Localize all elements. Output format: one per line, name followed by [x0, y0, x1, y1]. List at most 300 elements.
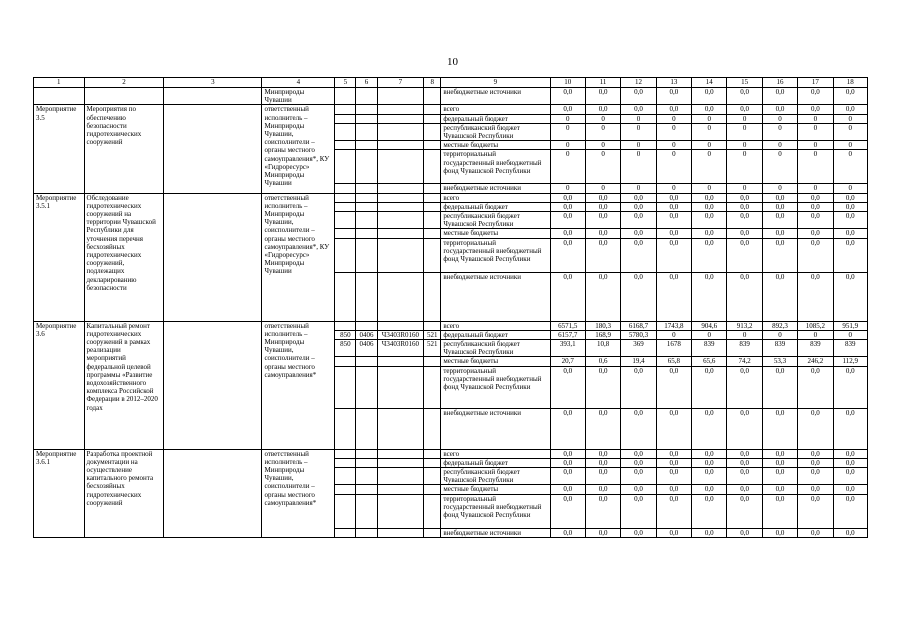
budget-code-cell — [377, 494, 424, 528]
amount-cell: 0,0 — [833, 212, 868, 229]
funding-source-cell: республиканский бюджет Чувашской Республики — [441, 212, 550, 229]
amount-cell: 0,0 — [550, 528, 585, 537]
budget-code-cell — [335, 449, 356, 458]
table-row — [34, 321, 868, 330]
empty-cell — [164, 321, 262, 449]
budget-code-cell — [335, 123, 356, 140]
empty-cell — [164, 449, 262, 537]
executor-cell: ответственный исполнитель – Минприроды Чувашии, соисполнители – органы местного самоуправления*, КУ «Гидроресурс» Минприроды Чувашии — [262, 105, 335, 193]
amount-cell: 0 — [550, 114, 585, 123]
amount-cell: 6168,7 — [621, 321, 656, 330]
amount-cell: 0,0 — [656, 212, 691, 229]
amount-cell: 0,0 — [833, 88, 868, 105]
budget-code-cell — [377, 408, 424, 449]
budget-code-cell — [335, 357, 356, 366]
funding-source-cell: местные бюджеты — [441, 485, 550, 494]
budget-code-cell: Ч3403R0160 — [377, 340, 424, 357]
amount-cell: 0,0 — [621, 449, 656, 458]
budget-code-cell — [377, 202, 424, 211]
amount-cell: 0,0 — [833, 408, 868, 449]
amount-cell: 0,0 — [585, 229, 620, 238]
measure-name-cell: Обследование гидротехнических сооружений на территории Чувашской Республики для уточнения перечня бесхозяйных гидротехнических сооружений, подлежащих декларированию безопасности — [84, 193, 164, 321]
amount-cell: 0,0 — [585, 202, 620, 211]
budget-code-cell — [335, 528, 356, 537]
amount-cell: 0 — [727, 114, 762, 123]
budget-code-cell — [377, 528, 424, 537]
amount-cell: 0 — [621, 114, 656, 123]
column-number-header: 3 — [164, 78, 262, 88]
amount-cell: 0 — [550, 123, 585, 140]
budget-code-cell — [377, 184, 424, 193]
amount-cell: 369 — [621, 340, 656, 357]
funding-source-cell: внебюджетные источники — [441, 88, 550, 105]
budget-code-cell — [335, 229, 356, 238]
funding-source-cell: внебюджетные источники — [441, 408, 550, 449]
amount-cell: 0,0 — [762, 193, 797, 202]
amount-cell: 0,0 — [833, 193, 868, 202]
column-number-header: 12 — [621, 78, 656, 88]
amount-cell: 0 — [621, 123, 656, 140]
budget-code-cell — [356, 458, 377, 467]
funding-source-cell: республиканский бюджет Чувашской Республики — [441, 340, 550, 357]
amount-cell: 0 — [656, 114, 691, 123]
amount-cell: 839 — [692, 340, 727, 357]
amount-cell: 0,0 — [833, 449, 868, 458]
amount-cell: 0,0 — [833, 528, 868, 537]
budget-code-cell — [377, 212, 424, 229]
budget-code-cell — [377, 114, 424, 123]
amount-cell: 0,0 — [727, 202, 762, 211]
budget-code-cell — [424, 105, 441, 114]
amount-cell: 0,0 — [762, 88, 797, 105]
budget-code-cell — [377, 123, 424, 140]
budget-code-cell — [377, 449, 424, 458]
amount-cell: 0,0 — [621, 193, 656, 202]
measure-id-cell: Мероприятие 3.5.1 — [34, 193, 85, 321]
budget-code-cell — [356, 105, 377, 114]
budget-code-cell — [335, 193, 356, 202]
funding-source-cell: местные бюджеты — [441, 229, 550, 238]
amount-cell: 0,0 — [656, 202, 691, 211]
amount-cell: 0 — [692, 114, 727, 123]
amount-cell: 65,8 — [656, 357, 691, 366]
budget-code-cell — [424, 184, 441, 193]
amount-cell: 0 — [798, 184, 833, 193]
amount-cell: 0,0 — [585, 485, 620, 494]
amount-cell: 0 — [727, 150, 762, 184]
amount-cell: 0 — [585, 150, 620, 184]
amount-cell: 0,0 — [550, 193, 585, 202]
amount-cell: 6571,5 — [550, 321, 585, 330]
amount-cell: 0 — [585, 184, 620, 193]
budget-code-cell — [335, 408, 356, 449]
amount-cell: 0,0 — [798, 238, 833, 272]
budget-code-cell — [424, 123, 441, 140]
amount-cell: 10,8 — [585, 340, 620, 357]
amount-cell: 0,0 — [621, 366, 656, 408]
amount-cell: 0,0 — [762, 105, 797, 114]
budget-code-cell — [424, 212, 441, 229]
budget-code-cell — [356, 528, 377, 537]
amount-cell: 0,0 — [585, 272, 620, 321]
amount-cell: 0,0 — [585, 458, 620, 467]
table-row — [34, 193, 868, 202]
budget-code-cell: 0406 — [356, 330, 377, 339]
amount-cell: 0,0 — [656, 494, 691, 528]
empty-cell — [164, 193, 262, 321]
amount-cell: 0,6 — [585, 357, 620, 366]
measure-name-cell: Мероприятия по обеспечению безопасности гидротехнических сооружений — [84, 105, 164, 193]
budget-code-cell — [335, 366, 356, 408]
budget-code-cell — [424, 449, 441, 458]
budget-code-cell — [356, 238, 377, 272]
empty-cell — [34, 88, 85, 105]
amount-cell: 0,0 — [656, 105, 691, 114]
amount-cell: 839 — [833, 340, 868, 357]
amount-cell: 0,0 — [692, 193, 727, 202]
amount-cell: 180,3 — [585, 321, 620, 330]
amount-cell: 0,0 — [656, 408, 691, 449]
amount-cell: 0,0 — [798, 229, 833, 238]
amount-cell: 0,0 — [656, 88, 691, 105]
amount-cell: 74,2 — [727, 357, 762, 366]
amount-cell: 0,0 — [727, 494, 762, 528]
amount-cell: 0,0 — [550, 408, 585, 449]
amount-cell: 0,0 — [833, 485, 868, 494]
amount-cell: 6157,7 — [550, 330, 585, 339]
amount-cell: 0,0 — [727, 229, 762, 238]
budget-code-cell — [356, 229, 377, 238]
budget-code-cell — [356, 357, 377, 366]
amount-cell: 0 — [550, 141, 585, 150]
amount-cell: 20,7 — [550, 357, 585, 366]
amount-cell: 0,0 — [621, 202, 656, 211]
amount-cell: 0,0 — [692, 458, 727, 467]
funding-source-cell: территориальный государственный внебюджетный фонд Чувашской Республики — [441, 494, 550, 528]
amount-cell: 0,0 — [692, 494, 727, 528]
budget-code-cell: 0406 — [356, 340, 377, 357]
funding-source-cell: всего — [441, 321, 550, 330]
budget-code-cell — [377, 141, 424, 150]
amount-cell: 0,0 — [798, 408, 833, 449]
amount-cell: 0 — [833, 150, 868, 184]
budget-code-cell — [424, 141, 441, 150]
amount-cell: 0 — [656, 123, 691, 140]
amount-cell: 0,0 — [585, 212, 620, 229]
budget-code-cell — [424, 150, 441, 184]
amount-cell: 0,0 — [727, 528, 762, 537]
amount-cell: 0,0 — [692, 468, 727, 485]
amount-cell: 0,0 — [727, 212, 762, 229]
amount-cell: 0,0 — [692, 229, 727, 238]
amount-cell: 0,0 — [692, 366, 727, 408]
amount-cell: 0,0 — [833, 494, 868, 528]
budget-table — [33, 77, 868, 538]
budget-code-cell — [335, 150, 356, 184]
amount-cell: 393,1 — [550, 340, 585, 357]
amount-cell: 0,0 — [833, 366, 868, 408]
budget-code-cell — [377, 105, 424, 114]
amount-cell: 0,0 — [550, 88, 585, 105]
amount-cell: 0 — [798, 141, 833, 150]
amount-cell: 839 — [762, 340, 797, 357]
amount-cell: 0,0 — [727, 458, 762, 467]
amount-cell: 0,0 — [550, 449, 585, 458]
amount-cell: 1678 — [656, 340, 691, 357]
column-number-header: 9 — [441, 78, 550, 88]
amount-cell: 0 — [585, 114, 620, 123]
budget-code-cell — [356, 150, 377, 184]
budget-code-cell — [356, 449, 377, 458]
amount-cell: 0,0 — [550, 212, 585, 229]
budget-code-cell — [377, 321, 424, 330]
budget-code-cell — [335, 114, 356, 123]
column-number-header: 6 — [356, 78, 377, 88]
amount-cell: 0,0 — [550, 272, 585, 321]
amount-cell: 0,0 — [621, 468, 656, 485]
amount-cell: 0,0 — [692, 88, 727, 105]
amount-cell: 0,0 — [621, 458, 656, 467]
amount-cell: 112,9 — [833, 357, 868, 366]
amount-cell: 0,0 — [692, 202, 727, 211]
funding-source-cell: федеральный бюджет — [441, 202, 550, 211]
amount-cell: 1085,2 — [798, 321, 833, 330]
budget-code-cell — [356, 494, 377, 528]
amount-cell: 0,0 — [621, 408, 656, 449]
budget-code-cell — [335, 88, 356, 105]
budget-code-cell — [424, 229, 441, 238]
amount-cell: 0,0 — [585, 105, 620, 114]
budget-code-cell — [356, 141, 377, 150]
budget-code-cell — [424, 193, 441, 202]
amount-cell: 0 — [656, 330, 691, 339]
amount-cell: 0,0 — [656, 449, 691, 458]
measure-id-cell: Мероприятие 3.5 — [34, 105, 85, 193]
budget-code-cell — [377, 357, 424, 366]
column-number-header: 7 — [377, 78, 424, 88]
budget-code-cell — [335, 141, 356, 150]
funding-source-cell: внебюджетные источники — [441, 272, 550, 321]
column-number-header: 13 — [656, 78, 691, 88]
amount-cell: 0,0 — [727, 238, 762, 272]
budget-code-cell — [335, 321, 356, 330]
amount-cell: 0,0 — [656, 366, 691, 408]
executor-cell: ответственный исполнитель – Минприроды Чувашии, соисполнители – органы местного самоуправления*, КУ «Гидроресурс» Минприроды Чувашии — [262, 193, 335, 321]
amount-cell: 0,0 — [550, 238, 585, 272]
amount-cell: 0 — [656, 141, 691, 150]
amount-cell: 0,0 — [656, 528, 691, 537]
budget-code-cell — [356, 212, 377, 229]
amount-cell: 0,0 — [762, 528, 797, 537]
funding-source-cell: территориальный государственный внебюджетный фонд Чувашской Республики — [441, 238, 550, 272]
amount-cell: 0,0 — [621, 238, 656, 272]
budget-code-cell — [424, 494, 441, 528]
amount-cell: 0 — [585, 141, 620, 150]
amount-cell: 0,0 — [656, 485, 691, 494]
amount-cell: 0,0 — [656, 468, 691, 485]
amount-cell: 0,0 — [585, 449, 620, 458]
budget-code-cell — [335, 184, 356, 193]
budget-code-cell — [335, 105, 356, 114]
amount-cell: 0,0 — [692, 238, 727, 272]
amount-cell: 0 — [762, 123, 797, 140]
amount-cell: 0,0 — [550, 229, 585, 238]
amount-cell: 0,0 — [621, 212, 656, 229]
amount-cell: 0,0 — [798, 494, 833, 528]
amount-cell: 0 — [798, 123, 833, 140]
budget-code-cell: Ч3403R0160 — [377, 330, 424, 339]
amount-cell: 246,2 — [798, 357, 833, 366]
amount-cell: 0,0 — [727, 408, 762, 449]
amount-cell: 0 — [833, 330, 868, 339]
amount-cell: 0,0 — [550, 458, 585, 467]
amount-cell: 0 — [727, 330, 762, 339]
amount-cell: 19,4 — [621, 357, 656, 366]
funding-source-cell: всего — [441, 449, 550, 458]
table-row — [34, 449, 868, 458]
budget-code-cell — [377, 366, 424, 408]
column-number-header: 5 — [335, 78, 356, 88]
executor-cell: ответственный исполнитель – Минприроды Чувашии, соисполнители – органы местного самоуправления* — [262, 449, 335, 537]
amount-cell: 0,0 — [585, 193, 620, 202]
amount-cell: 0 — [621, 141, 656, 150]
amount-cell: 0,0 — [798, 272, 833, 321]
funding-source-cell: федеральный бюджет — [441, 458, 550, 467]
column-number-header: 2 — [84, 78, 164, 88]
amount-cell: 0,0 — [550, 485, 585, 494]
amount-cell: 0,0 — [833, 238, 868, 272]
amount-cell: 0,0 — [692, 212, 727, 229]
amount-cell: 839 — [727, 340, 762, 357]
amount-cell: 0,0 — [762, 238, 797, 272]
funding-source-cell: всего — [441, 105, 550, 114]
amount-cell: 0,0 — [550, 105, 585, 114]
amount-cell: 0,0 — [585, 494, 620, 528]
amount-cell: 0,0 — [833, 229, 868, 238]
column-number-header: 4 — [262, 78, 335, 88]
budget-code-cell — [335, 494, 356, 528]
amount-cell: 0 — [692, 150, 727, 184]
budget-code-cell — [356, 485, 377, 494]
funding-source-cell: федеральный бюджет — [441, 114, 550, 123]
amount-cell: 0,0 — [798, 193, 833, 202]
amount-cell: 0 — [798, 330, 833, 339]
page-number: 10 — [447, 56, 458, 68]
column-number-header: 1 — [34, 78, 85, 88]
amount-cell: 0,0 — [692, 449, 727, 458]
amount-cell: 0,0 — [798, 449, 833, 458]
budget-code-cell — [377, 272, 424, 321]
amount-cell: 0,0 — [727, 366, 762, 408]
budget-code-cell — [377, 468, 424, 485]
amount-cell: 0 — [656, 184, 691, 193]
budget-code-cell: 521 — [424, 330, 441, 339]
amount-cell: 0,0 — [833, 468, 868, 485]
amount-cell: 0 — [692, 123, 727, 140]
header-row — [34, 78, 868, 88]
amount-cell: 53,3 — [762, 357, 797, 366]
funding-source-cell: местные бюджеты — [441, 357, 550, 366]
budget-code-cell — [424, 272, 441, 321]
budget-code-cell — [335, 485, 356, 494]
amount-cell: 0,0 — [621, 229, 656, 238]
amount-cell: 0,0 — [656, 238, 691, 272]
amount-cell: 0,0 — [550, 202, 585, 211]
budget-code-cell — [335, 238, 356, 272]
amount-cell: 0,0 — [656, 272, 691, 321]
amount-cell: 0 — [585, 123, 620, 140]
amount-cell: 0,0 — [692, 485, 727, 494]
budget-code-cell — [356, 88, 377, 105]
amount-cell: 0,0 — [727, 193, 762, 202]
amount-cell: 0,0 — [833, 105, 868, 114]
amount-cell: 0,0 — [656, 229, 691, 238]
budget-code-cell — [377, 485, 424, 494]
budget-code-cell: 850 — [335, 330, 356, 339]
budget-code-cell — [424, 321, 441, 330]
amount-cell: 0 — [833, 114, 868, 123]
budget-code-cell — [335, 468, 356, 485]
amount-cell: 0 — [833, 184, 868, 193]
column-number-header: 15 — [727, 78, 762, 88]
amount-cell: 0,0 — [833, 458, 868, 467]
funding-source-cell: территориальный государственный внебюджетный фонд Чувашской Республики — [441, 366, 550, 408]
amount-cell: 0,0 — [621, 494, 656, 528]
budget-code-cell — [335, 212, 356, 229]
budget-code-cell — [424, 88, 441, 105]
amount-cell: 0,0 — [762, 458, 797, 467]
amount-cell: 0,0 — [621, 528, 656, 537]
amount-cell: 0 — [692, 141, 727, 150]
budget-code-cell — [424, 458, 441, 467]
amount-cell: 0 — [762, 150, 797, 184]
amount-cell: 0,0 — [692, 528, 727, 537]
budget-code-cell — [424, 528, 441, 537]
amount-cell: 0,0 — [798, 485, 833, 494]
funding-source-cell: всего — [441, 193, 550, 202]
empty-cell — [84, 88, 164, 105]
amount-cell: 0,0 — [550, 494, 585, 528]
budget-code-cell — [424, 357, 441, 366]
amount-cell: 904,6 — [692, 321, 727, 330]
amount-cell: 0,0 — [621, 272, 656, 321]
budget-code-cell — [424, 114, 441, 123]
budget-code-cell — [356, 468, 377, 485]
amount-cell: 0 — [762, 141, 797, 150]
amount-cell: 0,0 — [550, 468, 585, 485]
budget-code-cell — [377, 150, 424, 184]
amount-cell: 0,0 — [585, 408, 620, 449]
amount-cell: 892,3 — [762, 321, 797, 330]
amount-cell: 0,0 — [762, 449, 797, 458]
amount-cell: 0,0 — [585, 88, 620, 105]
budget-code-cell — [424, 202, 441, 211]
budget-code-cell — [356, 321, 377, 330]
amount-cell: 168,9 — [585, 330, 620, 339]
column-number-header: 18 — [833, 78, 868, 88]
amount-cell: 0,0 — [727, 272, 762, 321]
amount-cell: 0 — [833, 141, 868, 150]
amount-cell: 0 — [692, 184, 727, 193]
amount-cell: 0 — [762, 330, 797, 339]
amount-cell: 0,0 — [727, 449, 762, 458]
amount-cell: 0,0 — [762, 212, 797, 229]
amount-cell: 0 — [621, 150, 656, 184]
executor-cell: ответственный исполнитель – Минприроды Чувашии, соисполнители – органы местного самоуправления* — [262, 321, 335, 449]
budget-code-cell — [356, 114, 377, 123]
budget-code-cell — [356, 202, 377, 211]
budget-code-cell — [335, 272, 356, 321]
